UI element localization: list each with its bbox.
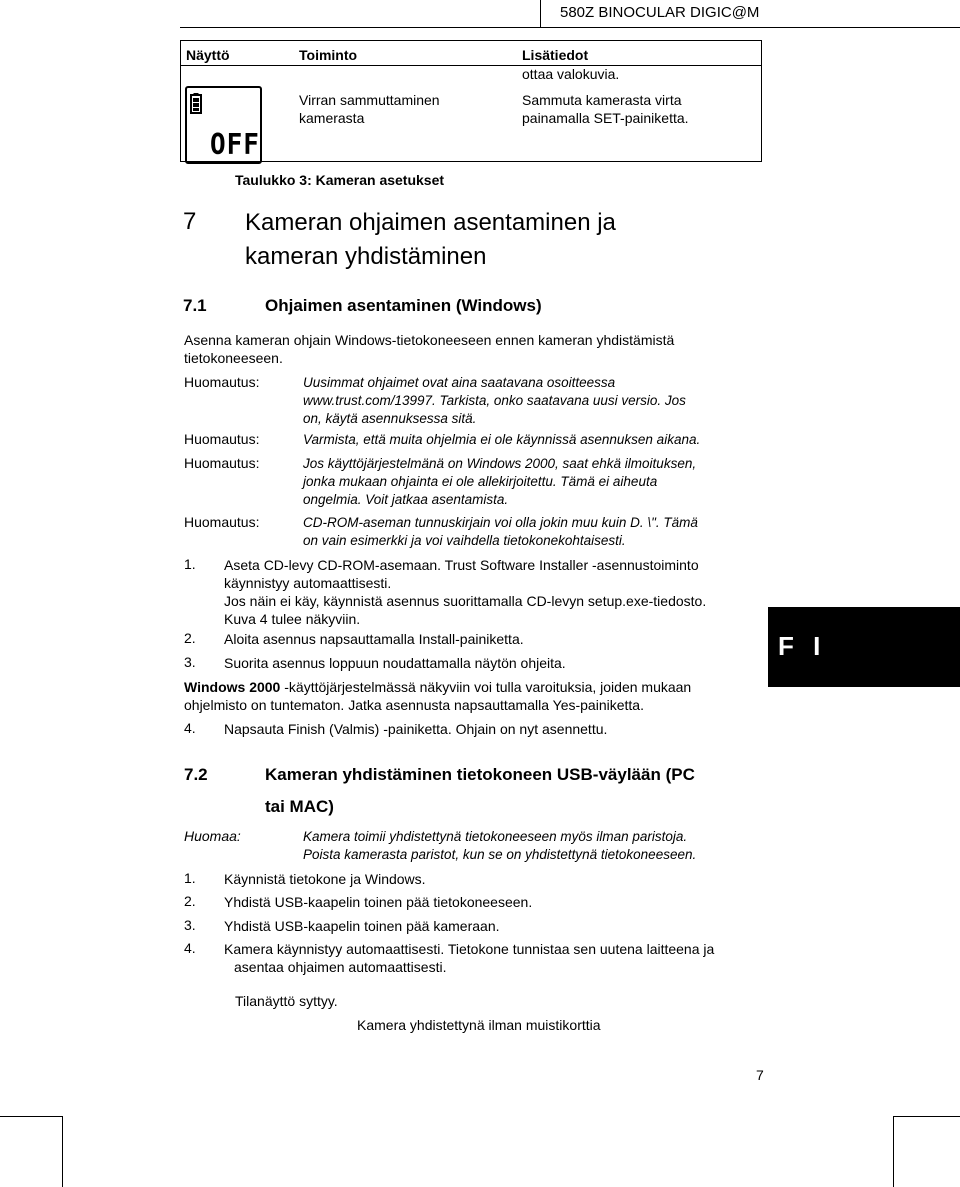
win2000-bold: Windows 2000: [184, 679, 281, 695]
note-label-2: Huomautus:: [184, 431, 260, 447]
note-3-line-2: jonka mukaan ohjainta ei ole allekirjoitettu. Tämä ei aiheuta: [303, 474, 658, 489]
note-label-1: Huomautus:: [184, 374, 260, 390]
step-1-line-3: Jos näin ei käy, käynnistä asennus suorittamalla CD-levyn setup.exe-tiedosto.: [224, 593, 707, 609]
section-71-title: Ohjaimen asentaminen (Windows): [265, 296, 542, 315]
win2000-paragraph-line-1: [184, 678, 691, 696]
section-72-number: 7.2: [184, 765, 208, 784]
step-4-number: 4.: [184, 720, 196, 736]
note-text-4: [303, 514, 773, 550]
step-2-text: Aloita asennus napsauttamalla Install-painiketta.: [224, 631, 524, 647]
usb-step-1-text: Käynnistä tietokone ja Windows.: [224, 871, 426, 887]
usb-step-4-number: 4.: [184, 940, 196, 956]
usb-step-2-text: Yhdistä USB-kaapelin toinen pää tietokoneeseen.: [224, 894, 533, 910]
crop-mark-left-vertical: [62, 1116, 63, 1187]
language-tab-label: F I: [778, 631, 827, 661]
table-caption: Taulukko 3: Kameran asetukset: [235, 172, 445, 188]
note-1-line-3: on, käytä asennuksessa sitä.: [303, 411, 477, 426]
note-label-3: Huomautus:: [184, 455, 260, 471]
usb-step-3-number: 3.: [184, 917, 196, 933]
note-2-line-1: Varmista, että muita ohjelmia ei ole käynnissä asennuksen aikana.: [303, 432, 701, 447]
section-71-intro-line-2: tietokoneeseen.: [184, 350, 283, 366]
header-rule: [180, 27, 960, 28]
section-72-title-line-2: tai MAC): [265, 797, 334, 816]
note-text-2: [303, 431, 773, 449]
section-7-title-line-2: kameran yhdistäminen: [245, 243, 487, 270]
section-7-number: 7: [183, 208, 197, 235]
table-header-display: Näyttö: [186, 47, 230, 63]
step-1-line-1: Aseta CD-levy CD-ROM-asemaan. Trust Software Installer -asennustoiminto: [224, 557, 699, 573]
table-header-function: Toiminto: [299, 47, 358, 63]
note-4-line-1: CD-ROM-aseman tunnuskirjain voi olla jokin muu kuin D. \". Tämä: [303, 515, 698, 530]
crop-mark-left-horizontal: [0, 1116, 62, 1117]
header-divider: [540, 0, 541, 27]
note-1-line-1: Uusimmat ohjaimet ovat aina saatavana osoitteessa: [303, 375, 616, 390]
info-line-2: painamalla SET-painiketta.: [522, 110, 689, 126]
table-header-info: Lisätiedot: [522, 47, 589, 63]
note-3-line-3: ongelmia. Voit jatkaa asentamista.: [303, 492, 509, 507]
section-7-title-line-1: Kameran ohjaimen asentaminen ja: [245, 209, 616, 236]
win2000-paragraph-line-2: ohjelmisto on tuntematon. Jatka asennusta napsauttamalla Yes-painiketta.: [184, 697, 644, 713]
crop-mark-right-horizontal: [893, 1116, 960, 1117]
step-1-line-4: Kuva 4 tulee näkyviin.: [224, 611, 361, 627]
figure-caption: Kamera yhdistettynä ilman muistikorttia: [357, 1017, 601, 1033]
note-4-line-2: on vain esimerkki ja voi vaihdella tietokonekohtaisesti.: [303, 533, 626, 548]
section-7-title: [245, 206, 725, 274]
note-label-4: Huomautus:: [184, 514, 260, 530]
step-1-number: 1.: [184, 556, 196, 572]
win2000-rest: -käyttöjärjestelmässä näkyviin voi tulla varoituksia, joiden mukaan: [280, 679, 692, 695]
usb-step-2-number: 2.: [184, 893, 196, 909]
step-1-line-2: käynnistyy automaattisesti.: [224, 575, 392, 591]
function-line-1: Virran sammuttaminen: [299, 92, 440, 108]
section-71-number: 7.1: [183, 296, 207, 315]
note-1-line-2: www.trust.com/13997. Tarkista, onko saatavana uusi versio. Jos: [303, 393, 686, 408]
note-text-3: [303, 455, 773, 509]
language-tab: [768, 607, 960, 687]
note-3-line-1: Jos käyttöjärjestelmänä on Windows 2000, saat ehkä ilmoituksen,: [303, 456, 697, 471]
running-header: 580Z BINOCULAR DIGIC@M: [560, 4, 760, 21]
step-1-text: [224, 556, 706, 628]
usb-step-1-number: 1.: [184, 870, 196, 886]
status-text: Tilanäyttö syttyy.: [235, 993, 338, 1009]
function-line-2: kamerasta: [299, 110, 365, 126]
huomaa-text: [303, 828, 773, 864]
step-4-text: Napsauta Finish (Valmis) -painiketta. Ohjain on nyt asennettu.: [224, 721, 608, 737]
page-number: 7: [756, 1067, 764, 1083]
usb-step-3-text: Yhdistä USB-kaapelin toinen pää kameraan.: [224, 918, 500, 934]
huomaa-line-1: Kamera toimii yhdistettynä tietokoneeseen myös ilman paristoja.: [303, 829, 688, 844]
table-prev-row-tail: ottaa valokuvia.: [522, 66, 620, 82]
section-72-title-line-1: Kameran yhdistäminen tietokoneen USB-väylään (PC: [265, 765, 695, 784]
usb-step-4-text: [224, 940, 714, 976]
usb-step-4-line-2: asentaa ohjaimen automaattisesti.: [234, 959, 447, 975]
lcd-off-text: OFF: [210, 128, 260, 162]
step-2-number: 2.: [184, 630, 196, 646]
usb-step-4-line-1: Kamera käynnistyy automaattisesti. Tietokone tunnistaa sen uutena laitteena ja: [224, 941, 715, 957]
note-text-1: [303, 374, 773, 428]
step-3-number: 3.: [184, 654, 196, 670]
huomaa-line-2: Poista kamerasta paristot, kun se on yhdistettynä tietokoneeseen.: [303, 847, 697, 862]
section-71-intro-line-1: Asenna kameran ohjain Windows-tietokoneeseen ennen kameran yhdistämistä: [184, 332, 675, 348]
table-header-rule: [180, 65, 762, 66]
step-3-text: Suorita asennus loppuun noudattamalla näytön ohjeita.: [224, 655, 566, 671]
huomaa-label: Huomaa:: [184, 828, 241, 844]
battery-icon: [190, 92, 202, 114]
crop-mark-right-vertical: [893, 1116, 894, 1187]
info-line-1: Sammuta kamerasta virta: [522, 92, 682, 108]
